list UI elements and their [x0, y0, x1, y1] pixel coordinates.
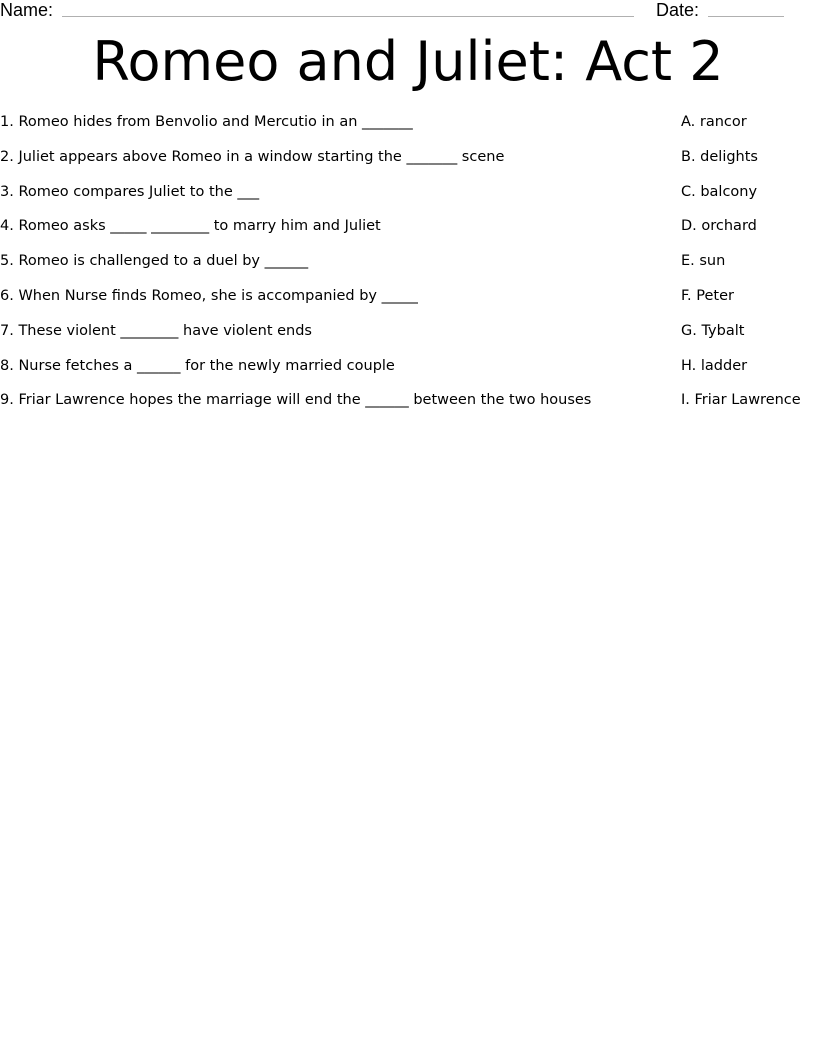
question-item: 2. Juliet appears above Romeo in a window starting the _______ scene	[0, 148, 505, 165]
answer-item: F. Peter	[681, 287, 734, 304]
name-label: Name:	[0, 0, 54, 20]
question-item: 4. Romeo asks _____ ________ to marry him and Juliet	[0, 218, 381, 235]
date-label: Date:	[656, 0, 700, 20]
question-item: 3. Romeo compares Juliet to the ___	[0, 183, 260, 200]
answer-item: A. rancor	[681, 114, 747, 130]
answer-item: I. Friar Lawrence	[681, 392, 801, 409]
question-item: 8. Nurse fetches a ______ for the newly married couple	[0, 357, 395, 374]
question-item: 7. These violent ________ have violent ends	[0, 322, 312, 339]
answer-item: G. Tybalt	[681, 322, 745, 339]
answer-item: D. orchard	[681, 218, 757, 235]
answer-item: C. balcony	[681, 183, 758, 200]
worksheet-header	[0, 0, 816, 24]
answer-item: B. delights	[681, 148, 758, 165]
answer-list	[681, 112, 816, 425]
question-item: 6. When Nurse finds Romeo, she is accompanied by _____	[0, 287, 418, 304]
question-item: 1. Romeo hides from Benvolio and Mercutio in an _______	[0, 114, 413, 130]
page-title: Romeo and Juliet: Act 2	[92, 30, 724, 93]
question-item: 9. Friar Lawrence hopes the marriage will end the ______ between the two houses	[0, 392, 592, 409]
question-item: 5. Romeo is challenged to a duel by ______	[0, 253, 309, 270]
answer-item: H. ladder	[681, 357, 748, 374]
date-blank-line[interactable]	[708, 16, 784, 17]
name-blank-line[interactable]	[62, 16, 634, 17]
question-list	[0, 112, 660, 425]
answer-item: E. sun	[681, 253, 726, 270]
